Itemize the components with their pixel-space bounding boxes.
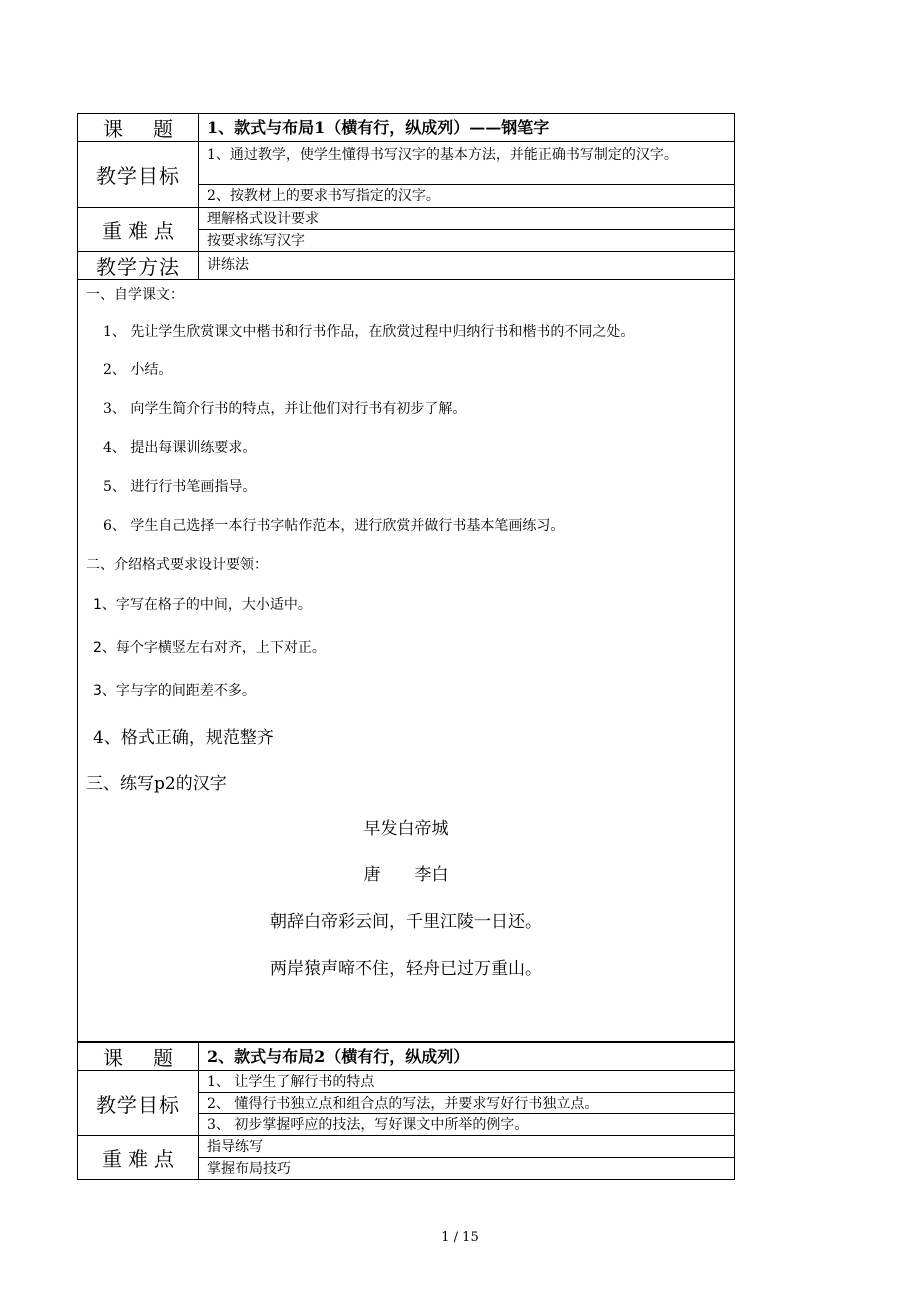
lesson-1-table [77, 113, 735, 1043]
goal-item: 3、 初步掌握呼应的技法，写好课文中所举的例字。 [207, 1117, 529, 1133]
topic-row [78, 114, 734, 142]
list-item: 3、 向学生简介行书的特点，并让他们对行书有初步了解。 [103, 401, 467, 417]
key-item: 掌握布局技巧 [207, 1161, 291, 1177]
goal-row [78, 142, 734, 208]
list-item: 1、 先让学生欣赏课文中楷书和行书作品，在欣赏过程中归纳行书和楷书的不同之处。 [103, 324, 635, 340]
method-label: 教学方法 [78, 252, 199, 279]
key-row [78, 208, 734, 252]
goal-label: 教学目标 [78, 1071, 199, 1135]
list-item: 3、字与字的间距差不多。 [93, 683, 256, 699]
list-item: 4、 提出每课训练要求。 [103, 440, 257, 456]
topic-label: 课题 [78, 1042, 199, 1070]
list-item: 2、每个字横竖左右对齐，上下对正。 [93, 640, 326, 656]
poem-line: 两岸猿声啼不住，轻舟已过万重山。 [270, 959, 542, 979]
topic-label: 课题 [78, 114, 199, 141]
poem-line: 朝辞白帝彩云间，千里江陵一日还。 [270, 912, 542, 932]
key-item: 按要求练写汉字 [207, 233, 305, 249]
poem-title: 早发白帝城 [363, 819, 449, 839]
goal-row [78, 1071, 734, 1136]
goal-item: 1、 让学生了解行书的特点 [199, 1071, 734, 1093]
list-item: 6、 学生自己选择一本行书字帖作范本，进行欣赏并做行书基本笔画练习。 [103, 518, 565, 534]
topic-value: 2、款式与布局2（横有行，纵成列） [207, 1046, 470, 1066]
goal-label: 教学目标 [78, 142, 199, 207]
goal-item: 1、通过教学，使学生懂得书写汉字的基本方法，并能正确书写制定的汉字。 [199, 142, 734, 185]
list-item: 4、格式正确，规范整齐 [93, 728, 274, 748]
list-item: 2、 小结。 [103, 362, 173, 378]
lesson-2-table [77, 1041, 735, 1180]
section-2-title: 二、介绍格式要求设计要领： [86, 557, 268, 573]
goal-item: 2、 懂得行书独立点和组合点的写法，并要求写好行书独立点。 [199, 1093, 734, 1114]
key-label: 重难点 [78, 1136, 199, 1179]
poem-author: 唐 李白 [363, 865, 449, 885]
key-label: 重难点 [78, 208, 199, 251]
list-item: 5、 进行行书笔画指导。 [103, 479, 257, 495]
lesson-body [78, 280, 734, 1042]
method-value: 讲练法 [207, 257, 249, 273]
section-3-title: 三、练写p2的汉字 [86, 774, 227, 794]
topic-row [78, 1042, 734, 1071]
page-number: 1 / 15 [441, 1230, 479, 1245]
method-row [78, 252, 734, 280]
key-row [78, 1136, 734, 1179]
topic-value: 1、款式与布局1（横有行，纵成列）——钢笔字 [207, 118, 550, 137]
list-item: 1、字写在格子的中间，大小适中。 [93, 597, 312, 613]
key-item: 理解格式设计要求 [199, 208, 734, 230]
goal-item: 2、按教材上的要求书写指定的汉字。 [207, 188, 440, 204]
key-item: 指导练写 [199, 1136, 734, 1158]
section-1-title: 一、自学课文： [86, 287, 184, 303]
